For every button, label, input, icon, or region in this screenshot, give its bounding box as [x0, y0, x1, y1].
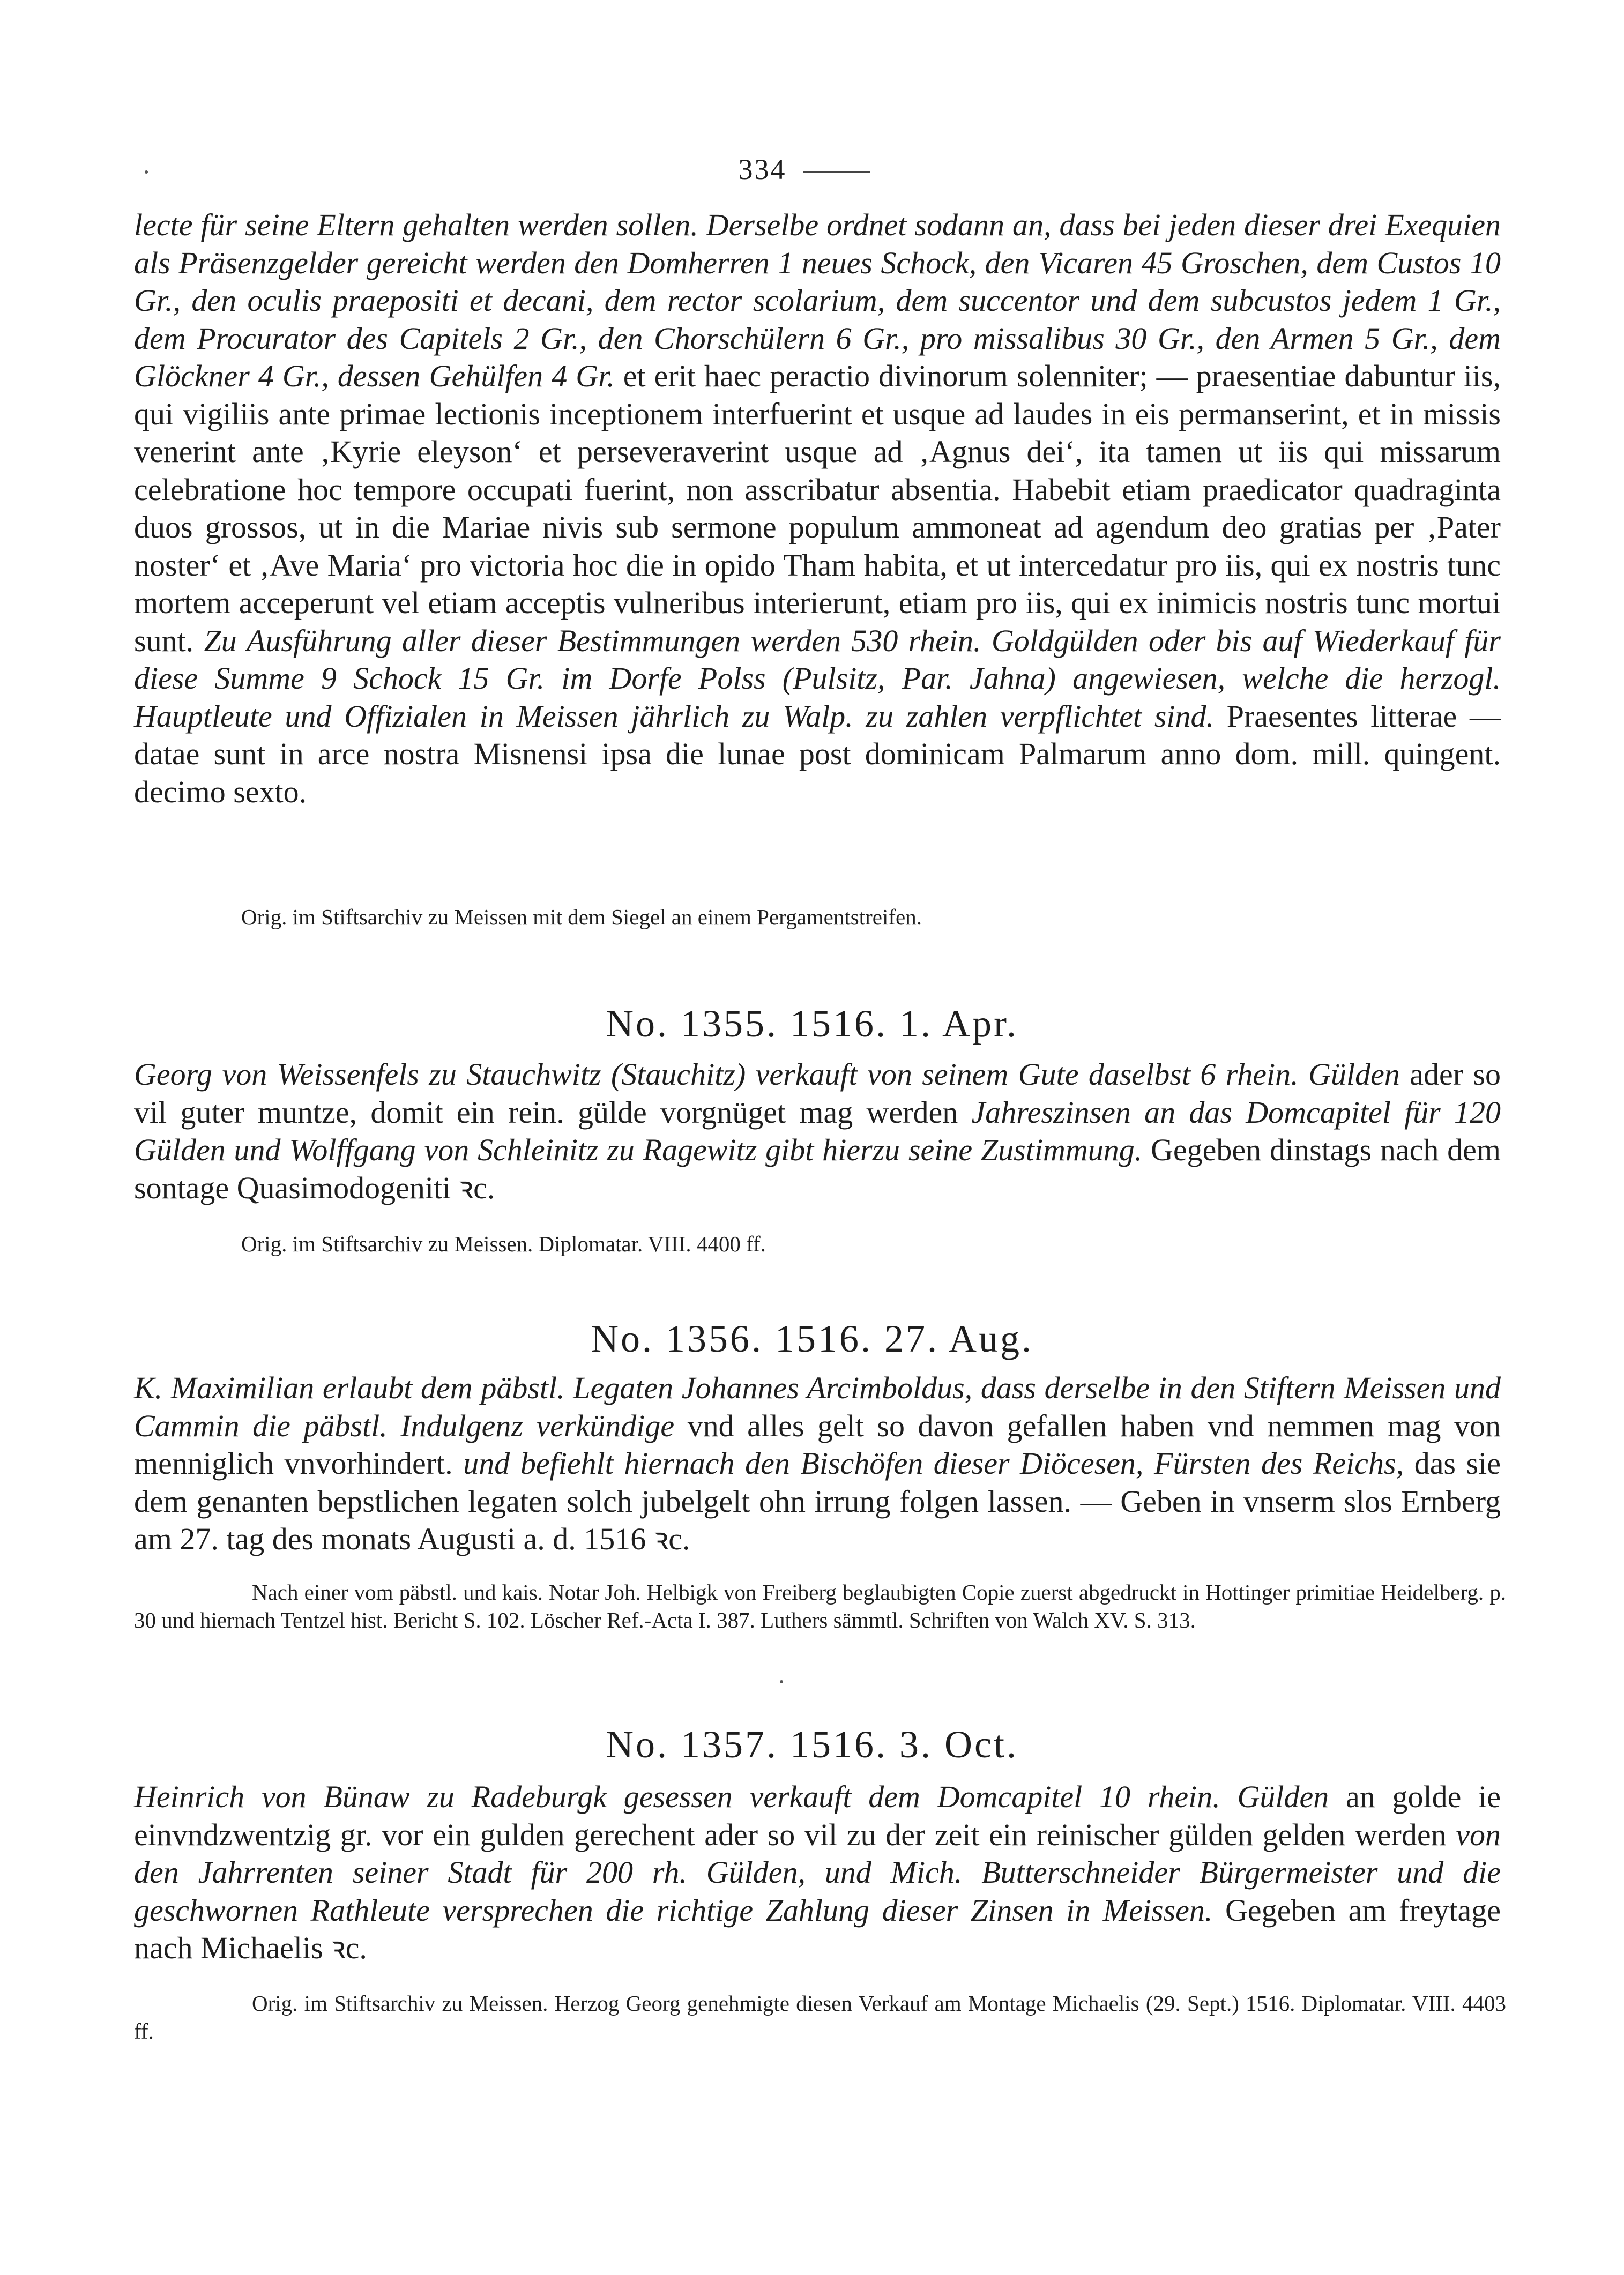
- page-number-text: 334: [738, 153, 787, 185]
- margin-dot: [145, 170, 148, 174]
- continuation-note: Orig. im Stiftsarchiv zu Meissen mit dem Siegel an einem Pergamentstreifen.: [241, 905, 922, 929]
- continuation-italic-lead: lecte für seine Eltern gehalten werden sollen. Derselbe ordnet sodann an, dass bei jeden dieser drei Exequien als Präsenzgelder gereicht werden den Domherren 1 neues Schock, den Vicaren 45 Groschen, dem Custos 10 Gr., den oculis praepositi et decani, dem rector scolarium, dem succentor und dem subcustos jedem 1 Gr., dem Procurator des Capitels 2 Gr., den Chorschülern 6 Gr., pro missalibus 30 Gr., den Armen 5 Gr., dem Glöckner 4 Gr., dessen Gehülfen 4 Gr.: [134, 207, 1501, 393]
- entry-1355-heading: No. 1355. 1516. 1. Apr.: [605, 1002, 1019, 1045]
- page-number: [643, 153, 965, 186]
- entry-1356-italic-1: K. Maximilian erlaubt dem päbstl. Legaten Johannes Arcimboldus, dass derselbe in den Stiftern Meissen und Cammin die päbstl. Indulgenz verkündige: [134, 1370, 1501, 1443]
- stray-dot: [780, 1680, 783, 1683]
- entry-1356-roman-2: das sie dem genanten bepstlichen legaten solch jubelgelt ohn irrung folgen lassen. — Geben in vnserm slos Ernberg am 27. tag des monats Augusti a. d. 1516 ꝛc.: [134, 1446, 1501, 1556]
- page-number-rule: [803, 171, 870, 173]
- entry-1357-roman-2: Gegeben am freytage nach Michaelis ꝛc.: [134, 1892, 1501, 1965]
- entry-1357-note: Orig. im Stiftsarchiv zu Meissen. Herzog Georg genehmigte diesen Verkauf am Montage Michaelis (29. Sept.) 1516. Diplomatar. VIII. 4403 ff.: [134, 1991, 1506, 2043]
- entry-1356-roman-1: vnd alles gelt so davon gefallen haben vnd nemmen mag von menniglich vnvorhindert.: [134, 1408, 1501, 1481]
- entry-1356-note: Nach einer vom päbstl. und kais. Notar Joh. Helbigk von Freiberg beglaubigten Copie zuerst abgedruckt in Hottinger primitiae Heidelberg. p. 30 und hiernach Tentzel hist. Bericht S. 102. Löscher Ref.-Acta I. 387. Luthers sämmtl. Schriften von Walch XV. S. 313.: [134, 1580, 1506, 1632]
- continuation-text: [134, 206, 1501, 811]
- entry-1357-text: [134, 1778, 1501, 1967]
- continuation-latin-end: Praesentes litterae — datae sunt in arce nostra Misnensi ipsa die lunae post dominicam Palmarum anno dom. mill. quingent. decimo sexto.: [134, 698, 1501, 809]
- entry-1356-italic-2: und befiehlt hiernach den Bischöfen dieser Diöcesen, Fürsten des Reichs,: [463, 1446, 1404, 1481]
- entry-1356-heading: No. 1356. 1516. 27. Aug.: [590, 1317, 1034, 1360]
- continuation-latin: et erit haec peractio divinorum solenniter; — praesentiae dabuntur iis, qui vigiliis ante primae lectionis inceptionem interfuerint et usque ad laudes in eis permanserint, et in missis venerint ante ‚Kyrie eleyson‘ et perseveraverint usque ad ‚Agnus dei‘, ita tamen ut iis qui missarum celebratione hoc tempore occupati fuerint, non asscribatur absentia. Habebit etiam praedicator quadraginta duos grossos, ut in die Mariae nivis sub sermone populum ammoneat ad agendum deo gratias per ‚Pater noster‘ et ‚Ave Maria‘ pro victoria hoc die in opido Tham habita, et ut intercedatur pro iis, qui ex nostris tunc mortem acceperunt vel etiam acceptis vulneribus interierunt, etiam pro iis, qui ex inimicis nostris tunc mortui sunt.: [134, 359, 1501, 658]
- entry-1355-note: Orig. im Stiftsarchiv zu Meissen. Diplomatar. VIII. 4400 ff.: [241, 1232, 766, 1256]
- entry-1355-roman-1: ader so vil guter muntze, domit ein rein. gülde vorgnüget mag werden: [134, 1057, 1501, 1130]
- entry-1355-roman-2: Gegeben dinstags nach dem sontage Quasimodogeniti ꝛc.: [134, 1132, 1501, 1205]
- entry-1355-italic-2: Jahreszinsen an das Domcapitel für 120 Gülden und Wolffgang von Schleinitz zu Ragewitz gibt hierzu seine Zustimmung.: [134, 1094, 1501, 1167]
- entry-1355-text: [134, 1056, 1501, 1207]
- entry-1356-text: [134, 1369, 1501, 1558]
- entry-1357-heading: No. 1357. 1516. 3. Oct.: [606, 1723, 1018, 1766]
- entry-1355-italic-1: Georg von Weissenfels zu Stauchwitz (Stauchitz) verkauft von seinem Gute daselbst 6 rhein. Gülden: [134, 1057, 1400, 1092]
- entry-1357-italic-1: Heinrich von Bünaw zu Radeburgk gesessen verkauft dem Domcapitel 10 rhein. Gülden: [134, 1779, 1329, 1814]
- continuation-italic-tail: Zu Ausführung aller dieser Bestimmungen werden 530 rhein. Goldgülden oder bis auf Wiederkauf für diese Summe 9 Schock 15 Gr. im Dorfe Polss (Pulsitz, Par. Jahna) angewiesen, welche die herzogl. Hauptleute und Offizialen in Meissen jährlich zu Walp. zu zahlen verpflichtet sind.: [134, 623, 1501, 734]
- entry-1357-italic-2: von den Jahrrenten seiner Stadt für 200 rh. Gülden, und Mich. Butterschneider Bürgermeister und die geschwornen Rathleute versprechen die richtige Zahlung dieser Zinsen in Meissen.: [134, 1817, 1501, 1928]
- entry-1357-roman-1: an golde ie einvndzwentzig gr. vor ein gulden gerechent ader so vil zu der zeit ein reinischer gülden gelden werden: [134, 1779, 1501, 1852]
